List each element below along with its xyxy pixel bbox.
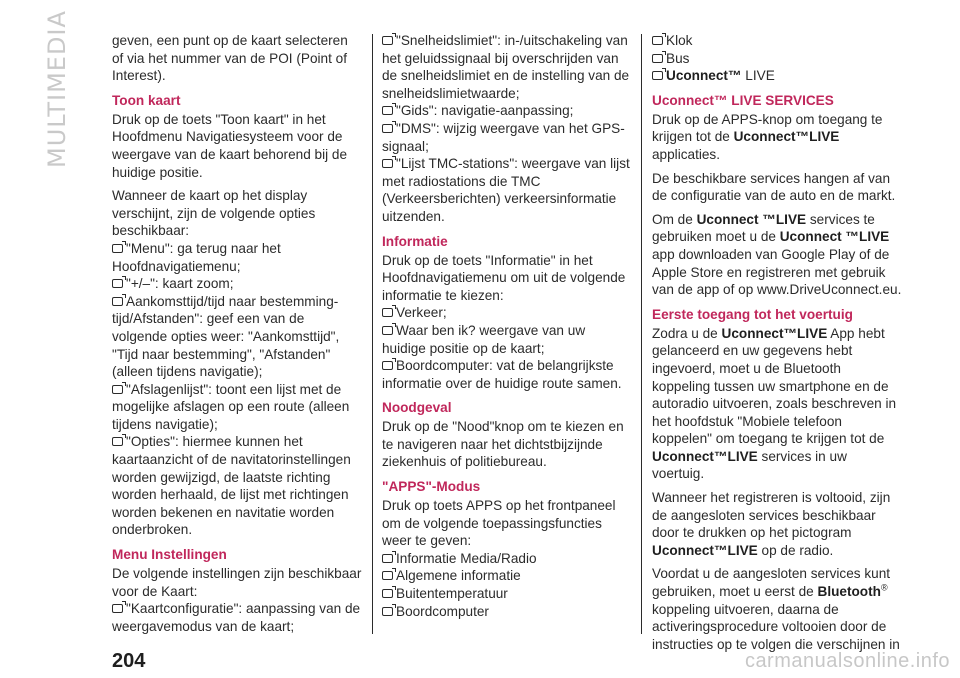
- bullet-icon: [112, 437, 123, 446]
- list-item: Buitentemperatuur: [382, 585, 632, 603]
- bullet-icon: [652, 71, 663, 80]
- bullet-icon: [112, 279, 123, 288]
- list-item: Waar ben ik? weergave van uw huidige positie op de kaart;: [382, 322, 586, 356]
- list-item: "Gids": navigatie-aanpassing;: [382, 102, 632, 120]
- list-item: "+/–": kaart zoom;: [112, 275, 362, 293]
- list-item: "Afslagenlijst": toont een lijst met de mogelijke afslagen op een route (alleen tijdens navigatie);: [112, 381, 350, 432]
- bullet-icon: [382, 326, 393, 335]
- paragraph: Wanneer het registreren is voltooid, zijn de aangesloten services beschikbaar door te drukken op het pictogram Uconnect™LIVE op de radio.: [652, 490, 891, 558]
- list-item: "Kaartconfiguratie": aanpassing van de weergavemodus van de kaart;: [112, 601, 361, 634]
- bullet-icon: [382, 361, 393, 370]
- heading-informatie: Informatie: [382, 233, 448, 249]
- list-item: "Snelheidslimiet": in-/uitschakeling van het geluidssignaal bij overschrijden van de snelheidslimiet en de instelling van de snelheidslimietwaarde;: [382, 33, 630, 101]
- section-side-title: MULTIMEDIA: [43, 10, 71, 168]
- heading-menu-instellingen: Menu Instellingen: [112, 547, 227, 563]
- paragraph: Zodra u de Uconnect™LIVE App hebt gelanceerd en uw gegevens hebt ingevoerd, moet u de Bluetooth koppeling tussen uw smartphone en de autoradio uitvoeren, zoals beschreven in het hoofdstuk "Mobiele telefoon koppelen" om toegang te krijgen tot de Uconnect™LIVE services in uw voertuig.: [652, 325, 897, 482]
- list-item: Bus: [652, 50, 902, 68]
- list-item: Aankomsttijd/tijd naar bestemming-tijd/Afstanden": geef een van de volgende opties weer: "Aankomsttijd", "Tijd naar bestemming", "Afstanden" (alleen tijdens navigatie);: [112, 293, 340, 380]
- paragraph: Druk op de APPS-knop om toegang te krijgen tot de Uconnect™LIVE applicaties.: [652, 111, 883, 162]
- bullet-icon: [112, 385, 123, 394]
- paragraph: Voordat u de aangesloten services kunt gebruiken, moet u eerst de Bluetooth® koppeling uitvoeren, daarna de activeringsprocedure voltooien door de instructies op te volgen die verschijnen in: [652, 566, 900, 652]
- list-item: "Opties": hiermee kunnen het kaartaanzicht of de navitatorinstellingen worden gewijzigd, de laatste richting worden herhaald, de lijst met richtingen worden bekenen en navitatie worden onderbroken.: [112, 434, 351, 538]
- heading-uconnect-live-services: Uconnect™ LIVE SERVICES: [652, 92, 834, 108]
- list-item: Algemene informatie: [382, 567, 632, 585]
- list-item: Verkeer;: [382, 304, 632, 322]
- list-item: "Menu": ga terug naar het Hoofdnavigatiemenu;: [112, 240, 281, 274]
- watermark: carmanualsonline.info: [744, 650, 950, 672]
- list-item: "Lijst TMC-stations": weergave van lijst met radiostations die TMC (Verkeersberichten) verkeersinformatie uitzenden.: [382, 156, 630, 224]
- bullet-icon: [112, 604, 123, 613]
- paragraph: Druk op de toets "Toon kaart" in het Hoofdmenu Navigatiesysteem voor de weergave van de kaart behorend bij de huidige positie.: [112, 111, 348, 180]
- bullet-icon: [652, 54, 663, 63]
- bullet-icon: [382, 571, 393, 580]
- paragraph: Wanneer de kaart op het display verschijnt, zijn de volgende opties beschikbaar:: [112, 188, 316, 239]
- paragraph: Druk op toets APPS op het frontpaneel om de volgende toepassingsfuncties weer te geven:: [382, 498, 616, 549]
- paragraph: geven, een punt op de kaart selecteren of via het nummer van de POI (Point of Interest).: [112, 33, 348, 84]
- column-1: [112, 32, 362, 635]
- paragraph: De volgende instellingen zijn beschikbaar voor de Kaart:: [112, 566, 362, 599]
- paragraph: De beschikbare services hangen af van de configuratie van de auto en de markt.: [652, 170, 896, 204]
- paragraph: Om de Uconnect ™LIVE services te gebruiken moet u de Uconnect ™LIVE app downloaden van Google Play of de Apple Store en registreren met gebruik van de app of op www.DriveUconnect.eu.: [652, 211, 902, 298]
- bullet-icon: [652, 36, 663, 45]
- list-item: "DMS": wijzig weergave van het GPS-signaal;: [382, 120, 625, 154]
- bullet-icon: [382, 607, 393, 616]
- bullet-icon: [382, 36, 393, 45]
- bullet-icon: [382, 124, 393, 133]
- heading-apps-modus: "APPS"-Modus: [382, 479, 481, 495]
- list-item: Boordcomputer: [382, 603, 632, 621]
- bullet-icon: [112, 297, 123, 306]
- paragraph: Druk op de "Nood"knop om te kiezen en te navigeren naar het dichtstbijzijnde ziekenhuis of politiebureau.: [382, 419, 624, 470]
- column-3: [652, 32, 902, 659]
- column-divider: [372, 34, 373, 634]
- bullet-icon: [382, 106, 393, 115]
- heading-noodgeval: Noodgeval: [382, 400, 452, 416]
- bullet-icon: [112, 244, 123, 253]
- column-2: [382, 32, 632, 620]
- column-divider: [641, 34, 642, 634]
- paragraph: Druk op de toets "Informatie" in het Hoofdnavigatiemenu om uit de volgende informatie te kiezen:: [382, 252, 626, 303]
- bullet-icon: [382, 554, 393, 563]
- bullet-icon: [382, 159, 393, 168]
- page-number: 204: [112, 650, 146, 672]
- list-item: Boordcomputer: vat de belangrijkste informatie over de huidige route samen.: [382, 358, 622, 391]
- list-item: Uconnect™ LIVE: [652, 67, 902, 85]
- heading-eerste-toegang: Eerste toegang tot het voertuig: [652, 306, 853, 322]
- list-item: Klok: [652, 32, 902, 50]
- heading-toon-kaart: Toon kaart: [112, 92, 181, 108]
- list-item: Informatie Media/Radio: [382, 550, 632, 568]
- bullet-icon: [382, 308, 393, 317]
- bullet-icon: [382, 589, 393, 598]
